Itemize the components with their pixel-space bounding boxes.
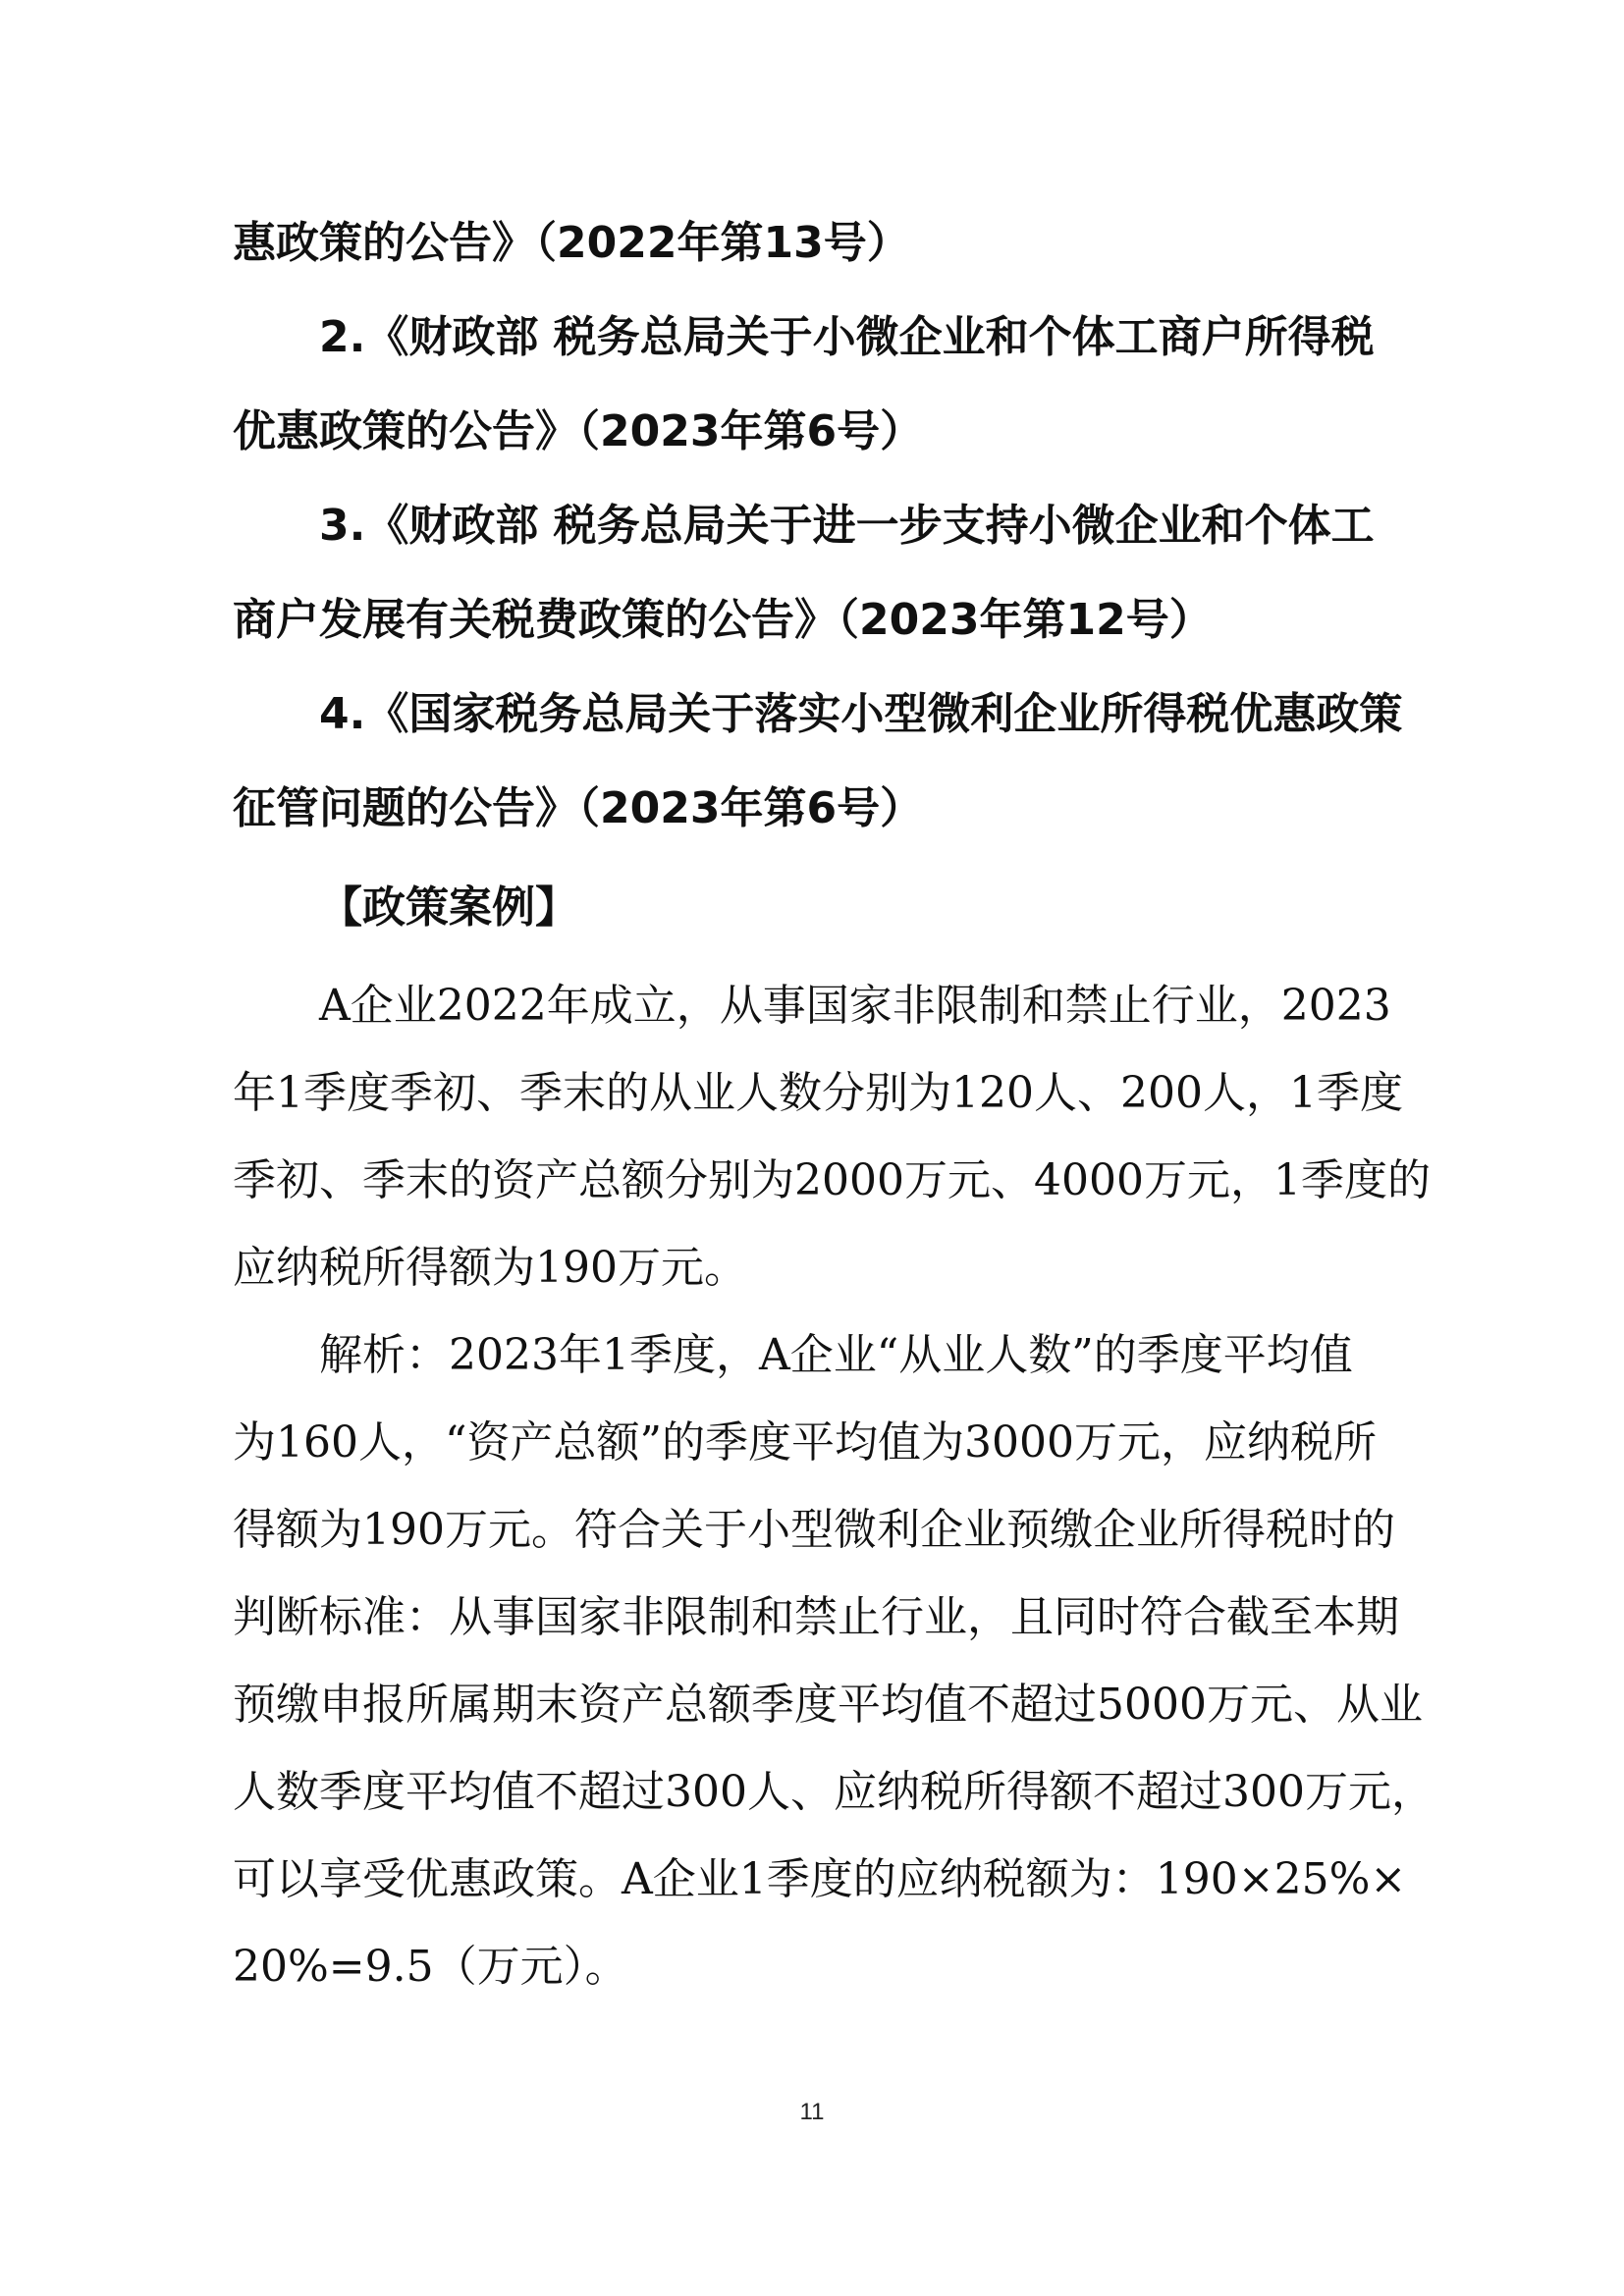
page-number: 11 (799, 2099, 825, 2125)
reference-4-line-2: 征管问题的公告》（2023年第6号） (233, 783, 924, 833)
reference-2-line-1: 2.《财政部 税务总局关于小微企业和个体工商户所得税 (319, 312, 1375, 362)
case-line-1: A企业2022年成立，从事国家非限制和禁止行业，2023 (319, 981, 1391, 1031)
case-line-4: 应纳税所得额为190万元。 (233, 1243, 747, 1293)
case-line-2: 年1季度季初、季末的从业人数分别为120人、200人，1季度 (233, 1068, 1403, 1118)
analysis-line-4: 判断标准：从事国家非限制和禁止行业，且同时符合截至本期 (233, 1592, 1399, 1642)
analysis-line-7: 可以享受优惠政策。A企业1季度的应纳税额为：190×25%× (233, 1854, 1407, 1904)
analysis-line-3: 得额为190万元。符合关于小型微利企业预缴企业所得税时的 (233, 1505, 1395, 1555)
analysis-line-5: 预缴申报所属期末资产总额季度平均值不超过5000万元、从业 (233, 1680, 1423, 1730)
analysis-line-2: 为160人，“资产总额”的季度平均值为3000万元，应纳税所 (233, 1417, 1377, 1468)
reference-3-line-2: 商户发展有关税费政策的公告》（2023年第12号） (233, 595, 1213, 645)
analysis-line-6: 人数季度平均值不超过300人、应纳税所得额不超过300万元， (233, 1767, 1435, 1817)
analysis-line-1: 解析：2023年1季度，A企业“从业人数”的季度平均值 (319, 1330, 1353, 1380)
reference-4-line-1: 4.《国家税务总局关于落实小型微利企业所得税优惠政策 (319, 689, 1403, 739)
section-heading: 【政策案例】 (319, 882, 578, 933)
reference-3-line-1: 3.《财政部 税务总局关于进一步支持小微企业和个体工 (319, 501, 1375, 551)
reference-1-line-1: 惠政策的公告》（2022年第13号） (233, 218, 910, 268)
analysis-line-8: 20%=9.5（万元）。 (233, 1942, 628, 1992)
case-line-3: 季初、季末的资产总额分别为2000万元、4000万元，1季度的 (233, 1155, 1431, 1205)
reference-2-line-2: 优惠政策的公告》（2023年第6号） (233, 406, 924, 456)
page-content (233, 196, 1435, 2010)
